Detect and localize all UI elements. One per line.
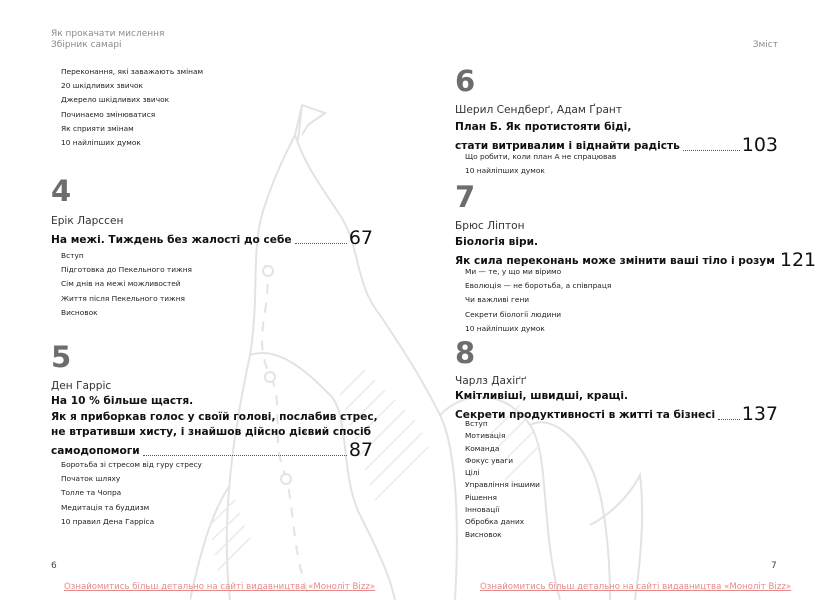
chapter-number: 7 — [455, 180, 476, 214]
toc-subitem[interactable]: Цілі — [465, 468, 480, 478]
book-subtitle: Збірник самарі — [51, 40, 122, 50]
ch6-subsection-list — [465, 150, 616, 178]
ch7-subsection-list — [465, 265, 611, 336]
chapter-author: Ден Гарріс — [51, 380, 112, 392]
chapter-title-line: На 10 % більше щастя. — [51, 395, 194, 407]
leader-dots — [683, 149, 740, 151]
toc-subitem[interactable]: Переконання, які заважають змінам — [61, 67, 204, 76]
toc-subitem[interactable]: Початок шляху — [61, 474, 121, 484]
page-ref: 87 — [348, 438, 373, 461]
book-title: Як прокачати мислення — [51, 29, 165, 39]
publisher-link[interactable]: Ознайомитись більш детально на сайті видавництва «Моноліт Bizz» — [64, 582, 376, 592]
toc-subitem[interactable]: Еволюція — не боротьба, а співпраця — [465, 281, 612, 291]
toc-subitem[interactable]: Секрети біології людини — [465, 309, 562, 319]
toc-subitem[interactable]: Чи важливі гени — [465, 295, 530, 305]
ch5-subsection-list — [61, 458, 202, 529]
chapter-author: Брюс Ліптон — [455, 220, 525, 232]
page-ref: 103 — [741, 133, 778, 156]
toc-subitem[interactable]: Мотивація — [465, 431, 506, 441]
ch8-subsection-list — [465, 418, 540, 541]
toc-subitem[interactable]: 10 найліпших думок — [465, 166, 545, 176]
toc-subitem[interactable]: 10 правил Дена Гарріса — [61, 516, 155, 526]
toc-subitem[interactable]: Висновок — [61, 307, 98, 317]
toc-subitem[interactable]: Висновок — [465, 529, 502, 539]
chapter-author: Шерил Сендберґ, Адам Ґрант — [455, 104, 623, 116]
leader-dots — [718, 418, 740, 420]
chapter-number: 6 — [455, 64, 476, 98]
chapter-author: Чарлз Дахіґґ — [455, 375, 527, 387]
chapter-number: 4 — [51, 174, 72, 208]
toc-subitem[interactable]: Що робити, коли план А не спрацював — [465, 152, 617, 161]
toc-entry-ch4[interactable] — [51, 229, 373, 248]
toc-subitem[interactable]: Рішення — [465, 492, 497, 502]
leader-dots — [295, 242, 347, 244]
chapter-title-line: стати витривалим і віднайти радість — [455, 140, 680, 152]
toc-subitem[interactable]: Життя після Пекельного тижня — [61, 293, 185, 303]
page-ref: 67 — [348, 227, 373, 249]
toc-subitem[interactable]: Медитація та буддизм — [61, 502, 150, 512]
page-number: 7 — [771, 561, 777, 571]
chapter-number: 8 — [455, 336, 476, 370]
toc-subitem[interactable]: 20 шкідливих звичок — [61, 81, 143, 91]
toc-subitem[interactable]: 10 найліпших думок — [465, 323, 545, 333]
page-ref: 137 — [741, 402, 778, 425]
chapter-title-line: Біологія віри. — [455, 236, 539, 248]
chapter-title-line: Кмітливіші, швидші, кращі. — [455, 390, 629, 402]
toc-subitem[interactable]: Підготовка до Пекельного тижня — [61, 265, 192, 275]
toc-subitem[interactable]: 10 найліпших думок — [61, 138, 141, 148]
running-header — [51, 29, 164, 51]
toc-subitem[interactable]: Команда — [465, 443, 500, 453]
page-number: 6 — [51, 561, 57, 571]
chapter-title-line: План Б. Як протистояти біді, — [455, 121, 632, 133]
intro-subsection-list — [61, 65, 203, 150]
toc-subitem[interactable]: Боротьба зі стресом від гуру стресу — [61, 460, 202, 469]
chapter-title-line: Як я приборкав голос у своїй голові, послабив стрес, — [51, 410, 378, 423]
section-header: Зміст — [752, 40, 778, 50]
toc-subitem[interactable]: Толле та Чопра — [61, 488, 122, 498]
chapter-number: 5 — [51, 340, 72, 374]
toc-subitem[interactable]: Інновації — [465, 505, 500, 515]
chapter-title-line: Як сила переконань може змінити ваші тіло і розум — [455, 255, 775, 267]
toc-subitem[interactable]: Фокус уваги — [465, 455, 514, 465]
toc-subitem[interactable]: Вступ — [465, 419, 488, 428]
toc-subitem[interactable]: Як сприяти змінам — [61, 123, 134, 133]
publisher-link[interactable]: Ознайомитись більш детально на сайті видавництва «Моноліт Bizz» — [480, 582, 792, 592]
chapter-author: Ерік Ларссен — [51, 215, 124, 227]
toc-entry-ch5[interactable] — [51, 394, 378, 461]
ch4-subsection-list — [61, 249, 192, 320]
toc-subitem[interactable]: Джерело шкідливих звичок — [61, 95, 170, 105]
toc-subitem[interactable]: Починаємо змінюватися — [61, 109, 156, 119]
chapter-title: На межі. Тиждень без жалості до себе — [51, 233, 292, 246]
toc-subitem[interactable]: Вступ — [61, 251, 84, 260]
leader-dots — [143, 454, 347, 456]
chapter-title-line: не втративши хисту, і знайшов дійсно дієвий спосіб — [51, 426, 372, 438]
page-ref: 121 — [779, 248, 817, 271]
toc-subitem[interactable]: Управління іншими — [465, 480, 540, 490]
toc-subitem[interactable]: Обробка даних — [465, 517, 525, 527]
right-page — [414, 0, 828, 600]
toc-subitem[interactable]: Сім днів на межі можливостей — [61, 279, 181, 289]
toc-subitem[interactable]: Ми — те, у що ми віримо — [465, 267, 562, 276]
chapter-title-line: Секрети продуктивності в житті та бізнесі — [455, 409, 716, 421]
chapter-title-line: самодопомоги — [51, 445, 140, 457]
